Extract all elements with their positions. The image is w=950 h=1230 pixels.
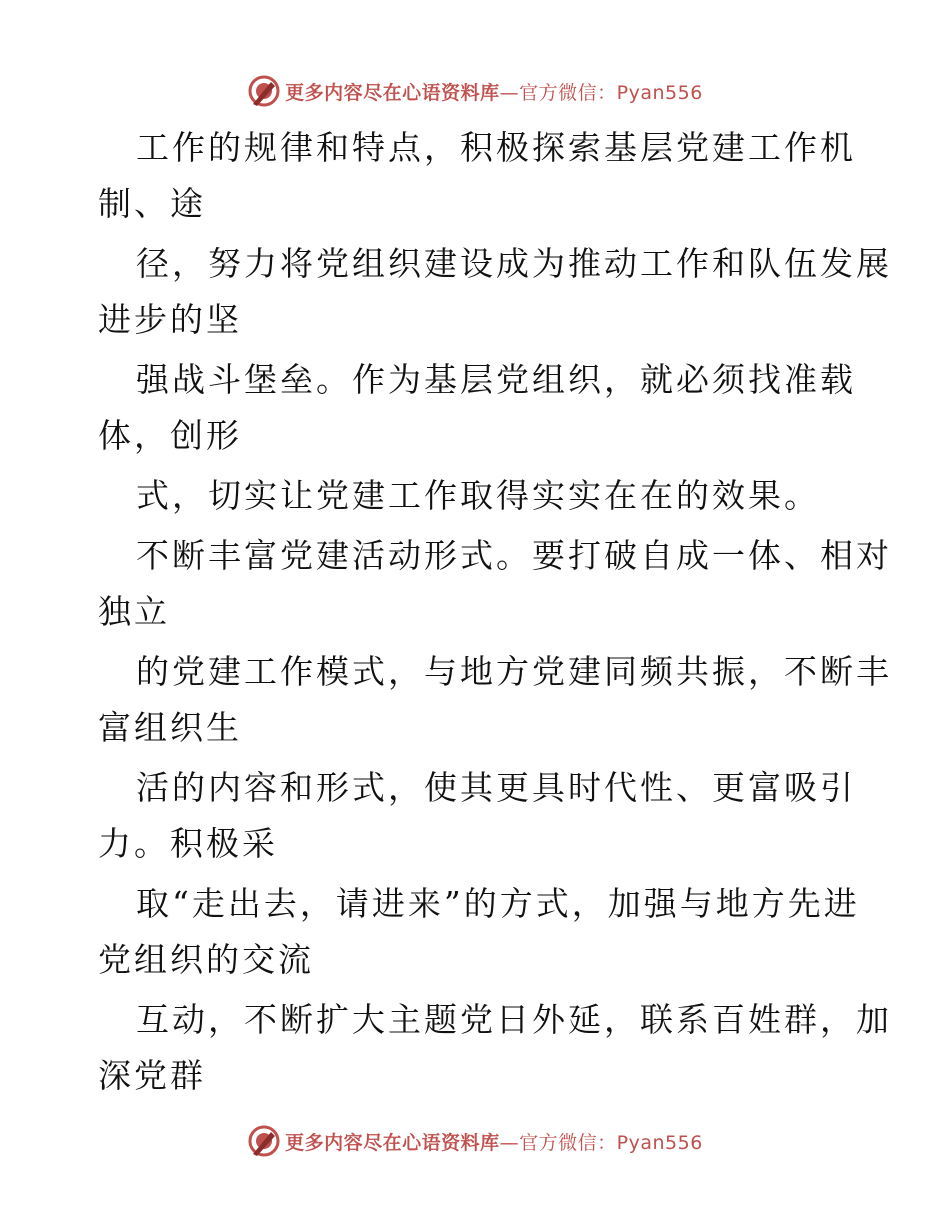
body-line: 党组织的交流 [98, 940, 314, 979]
body-line: 深党群 [98, 1056, 206, 1095]
body-line: 工作的规律和特点，积极探索基层党建工作机 [136, 128, 856, 167]
pen-seal-icon [247, 1124, 281, 1158]
body-line: 径，努力将党组织建设成为推动工作和队伍发展 [136, 244, 892, 283]
body-line: 的党建工作模式，与地方党建同频共振，不断丰 [136, 652, 892, 691]
body-line: 式，切实让党建工作取得实实在在的效果。 [136, 476, 820, 515]
body-line: 体，创形 [98, 416, 242, 455]
body-line: 不断丰富党建活动形式。要打破自成一体、相对 [136, 536, 892, 575]
body-line: 取“走出去，请进来”的方式，加强与地方先进 [136, 884, 860, 923]
body-line: 活的内容和形式，使其更具时代性、更富吸引 [136, 768, 856, 807]
header-banner [0, 71, 950, 111]
header-banner-text: 更多内容尽在心语资料库—官方微信：Pyan556 [285, 81, 703, 104]
footer-banner-text: 更多内容尽在心语资料库—官方微信：Pyan556 [285, 1131, 703, 1154]
body-line: 力。积极采 [98, 824, 278, 863]
body-line: 互动，不断扩大主题党日外延，联系百姓群，加 [136, 1000, 892, 1039]
body-line: 独立 [98, 592, 170, 631]
body-line: 富组织生 [98, 708, 242, 747]
body-line: 制、途 [98, 184, 206, 223]
pen-seal-icon [247, 74, 281, 108]
body-line: 强战斗堡垒。作为基层党组织，就必须找准载 [136, 360, 856, 399]
body-line: 进步的坚 [98, 300, 242, 339]
footer-banner [0, 1121, 950, 1161]
